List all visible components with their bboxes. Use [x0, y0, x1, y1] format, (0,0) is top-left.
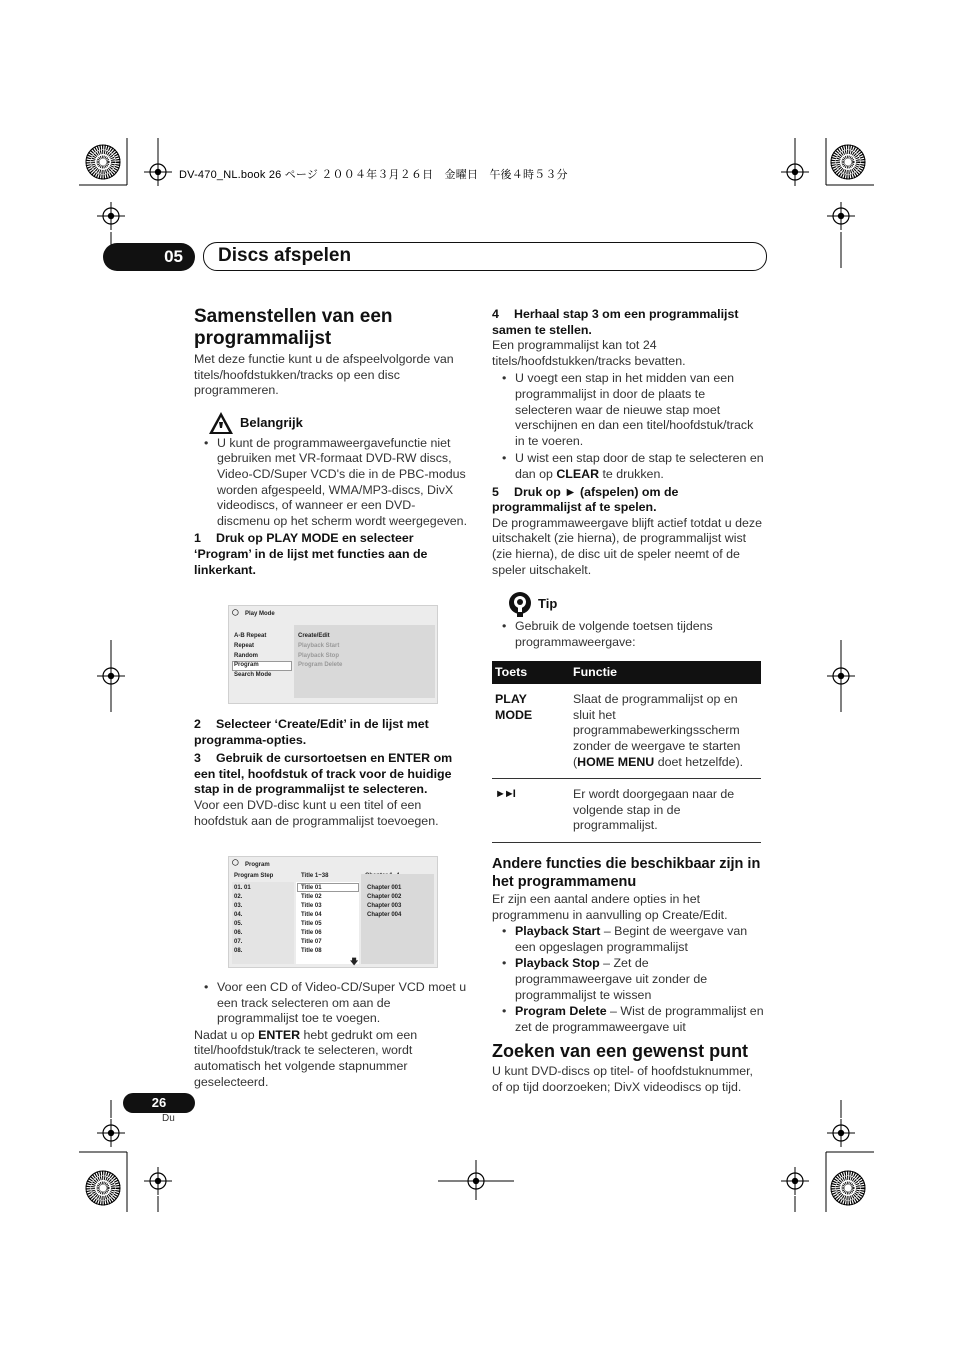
- func-play-mode-pre: Slaat de programmalijst op en sluit het programmabewerkingsscherm zonder de weergave te starten (: [573, 692, 741, 769]
- option-playback-stop-desc: – Zet de programmaweergave uit zonder de programmalijst te wissen: [515, 956, 708, 1002]
- language-code: Du: [162, 1113, 175, 1124]
- osd-disc-icon: ◯: [232, 860, 239, 866]
- osd-disc-icon: ◯: [232, 610, 239, 616]
- bullet-clear: [492, 451, 764, 482]
- left-column-cont: [194, 717, 468, 829]
- osd-option: Program Delete: [298, 662, 343, 668]
- option-playback-stop: [492, 956, 764, 1003]
- step-4-number: 4: [492, 307, 499, 321]
- key-next: ►►I: [492, 779, 570, 843]
- important-heading: [208, 411, 468, 435]
- enter-key: ENTER: [258, 1027, 301, 1042]
- option-program-delete-desc: – Wist de programmalijst en zet de programmaweergave uit: [515, 1004, 764, 1034]
- tip-lightbulb-icon: [506, 590, 534, 618]
- step-3-text: Gebruik de cursortoetsen en ENTER om een titel, hoofdstuk of track voor de huidige stap in de programmalijst te selecteren.: [194, 751, 453, 797]
- osd-title-item: Title 02: [301, 894, 322, 900]
- key-table: [492, 661, 761, 843]
- section-title-program: Samenstellen van een programmalijst: [194, 306, 393, 349]
- print-file-info: DV-470_NL.book 26 ページ ２００４年３月２６日 金曜日 午後４時５３分: [179, 169, 568, 181]
- left-column: [194, 306, 468, 578]
- osd-col-head: Title 1~38: [301, 873, 329, 879]
- step-5-detail: De programmaweergave blijft actief totdat u deze uitschakelt (zie hierna), de programmalijst wist (zie hierna), de disc uit de speler neemt of de speler uitschakelt.: [492, 515, 762, 577]
- step-3: [194, 751, 468, 798]
- after-enter-pre: Nadat u op: [194, 1027, 259, 1042]
- osd-title-item: Title 08: [301, 948, 322, 954]
- option-playback-stop-name: Playback Stop: [515, 956, 600, 971]
- osd-title-item: Title 06: [301, 930, 322, 936]
- step-4-detail: Een programmalijst kan tot 24 titels/hoofdstukken/tracks bevatten.: [492, 338, 686, 368]
- bullet-clear-post: te drukken.: [599, 466, 664, 481]
- right-column: [492, 307, 764, 1096]
- osd-menu-item: Program: [234, 662, 259, 668]
- after-enter-text: [194, 1028, 468, 1090]
- step-1-text: Druk op PLAY MODE en selecteer ‘Program’ in de lijst met functies aan de linkerkant.: [194, 531, 428, 577]
- tip-text: • Gebruik de volgende toetsen tijdens programmaweergave:: [492, 619, 764, 650]
- home-menu-key: HOME MENU: [577, 754, 655, 769]
- option-playback-start-desc: – Begint de weergave van een opgeslagen programmalijst: [515, 924, 748, 954]
- osd-step: 03.: [234, 903, 243, 909]
- chapter-number: 05: [103, 243, 195, 271]
- step-3-detail: Voor een DVD-disc kunt u een titel of een hoofdstuk aan de programmalijst toevoegen.: [194, 797, 439, 828]
- option-playback-start-name: Playback Start: [515, 924, 601, 939]
- tip-heading: [506, 590, 764, 618]
- warning-icon: [208, 411, 234, 435]
- osd-col-head: Program Step: [234, 873, 274, 879]
- intro-text: Met deze functie kunt u de afspeelvolgorde van titels/hoofdstukken/tracks op een disc programmeren.: [194, 352, 454, 398]
- func-play-mode: [570, 684, 761, 778]
- osd-step: 06.: [234, 930, 243, 936]
- option-playback-start: [492, 924, 764, 955]
- chapter-title: Discs afspelen: [203, 242, 767, 271]
- option-program-delete: [492, 1004, 764, 1035]
- osd-menu-item: Random: [234, 653, 258, 659]
- osd-menu-item: Search Mode: [234, 672, 272, 678]
- step-3-number: 3: [194, 751, 201, 766]
- osd-step: 04.: [234, 912, 243, 918]
- after-enter-post: hebt gedrukt om een titel/hoofdstuk/track te selecteren, wordt automatisch het volgende stapnummer geselecteerd.: [194, 1027, 418, 1089]
- osd-option: Playback Stop: [298, 653, 340, 659]
- key-table-head-func: Functie: [570, 661, 761, 684]
- osd-menu-item: Repeat: [234, 643, 255, 649]
- osd-chapter-item: Chapter 003: [367, 903, 402, 909]
- step-2-text: Selecteer ‘Create/Edit’ in de lijst met programma-opties.: [194, 717, 429, 747]
- bullet-clear-pre: U wist een stap door de stap te selecteren en dan op: [515, 451, 764, 481]
- important-label: Belangrijk: [240, 414, 303, 430]
- step-2: [194, 717, 468, 748]
- osd-step: 07.: [234, 939, 243, 945]
- osd-step: 02.: [234, 894, 243, 900]
- table-row: [492, 684, 761, 778]
- osd-menu-item: A-B Repeat: [234, 633, 267, 639]
- osd-title-item: Title 05: [301, 921, 322, 927]
- bullet-cd: • Voor een CD of Video-CD/Super VCD moet u een track selecteren om aan de programmalijst toe te voegen.: [194, 980, 468, 1027]
- func-play-mode-post: doet hetzelfde).: [654, 754, 744, 769]
- osd-step: 05.: [234, 921, 243, 927]
- clear-key: CLEAR: [556, 466, 600, 481]
- step-5-number: 5: [492, 484, 499, 499]
- search-text: U kunt DVD-discs op titel- of hoofdstuknummer, of op tijd doorzoeken; DivX videodiscs op tijd.: [492, 1064, 753, 1094]
- important-text: • U kunt de programmaweergavefunctie niet gebruiken met VR-formaat DVD-RW discs, Video-CD/Super VCD's die in de PBC-modus worden afgespeeld, WMA/MP3-discs, DivX videodiscs, of wanneer er een DVD-discmenu op het scherm wordt weergegeven.: [194, 436, 468, 530]
- other-functions-text: Er zijn een aantal andere opties in het programmenu in aanvulling op Create/Edit.: [492, 892, 728, 922]
- osd-title: Play Mode: [245, 611, 275, 617]
- osd-step: 01. 01: [234, 885, 251, 891]
- step-1: [194, 531, 468, 578]
- subsection-title-other-functions: Andere functies die beschikbaar zijn in het programmamenu: [492, 856, 761, 891]
- step-1-number: 1: [194, 531, 201, 546]
- osd-option: Playback Start: [298, 643, 340, 649]
- option-program-delete-name: Program Delete: [515, 1004, 607, 1019]
- step-4-text: Herhaal stap 3 om een programmalijst samen te stellen.: [492, 307, 739, 337]
- page-number: 26: [123, 1093, 195, 1113]
- osd-title-item: Title 04: [301, 912, 322, 918]
- osd-title-item: Title 07: [301, 939, 322, 945]
- key-table-header: [492, 661, 761, 684]
- screen-play-mode: [228, 605, 438, 704]
- step-5: [492, 485, 764, 516]
- table-row: [492, 779, 761, 843]
- bullet-insert: • U voegt een stap in het midden van een programmalijst in door de plaats te selecteren waar de nieuwe stap moet verschijnen en dan een titel/hoofdstuk/track in te voeren.: [492, 371, 764, 449]
- key-table-head-key: Toets: [492, 661, 570, 684]
- step-5-text: Druk op ► (afspelen) om de programmalijst af te spelen.: [492, 484, 679, 515]
- osd-scroll-down-icon: 🡇: [350, 957, 359, 966]
- osd-title: Program: [245, 862, 270, 868]
- func-next: Er wordt doorgegaan naar de volgende stap in de programmalijst.: [570, 779, 761, 843]
- osd-chapter-item: Chapter 004: [367, 912, 402, 918]
- step-2-number: 2: [194, 717, 201, 731]
- step-4: [492, 307, 764, 338]
- osd-chapter-item: Chapter 001: [367, 885, 402, 891]
- tip-label: Tip: [538, 596, 558, 612]
- left-column-end: [194, 980, 468, 1090]
- osd-step: 08.: [234, 948, 243, 954]
- osd-chapter-item: Chapter 002: [367, 894, 402, 900]
- screen-program: [228, 856, 438, 968]
- osd-title-item: Title 03: [301, 903, 322, 909]
- key-play-mode: PLAY MODE: [492, 684, 570, 778]
- osd-option: Create/Edit: [298, 633, 330, 639]
- osd-title-item: Title 01: [301, 885, 322, 891]
- section-title-search: Zoeken van een gewenst punt: [492, 1041, 749, 1062]
